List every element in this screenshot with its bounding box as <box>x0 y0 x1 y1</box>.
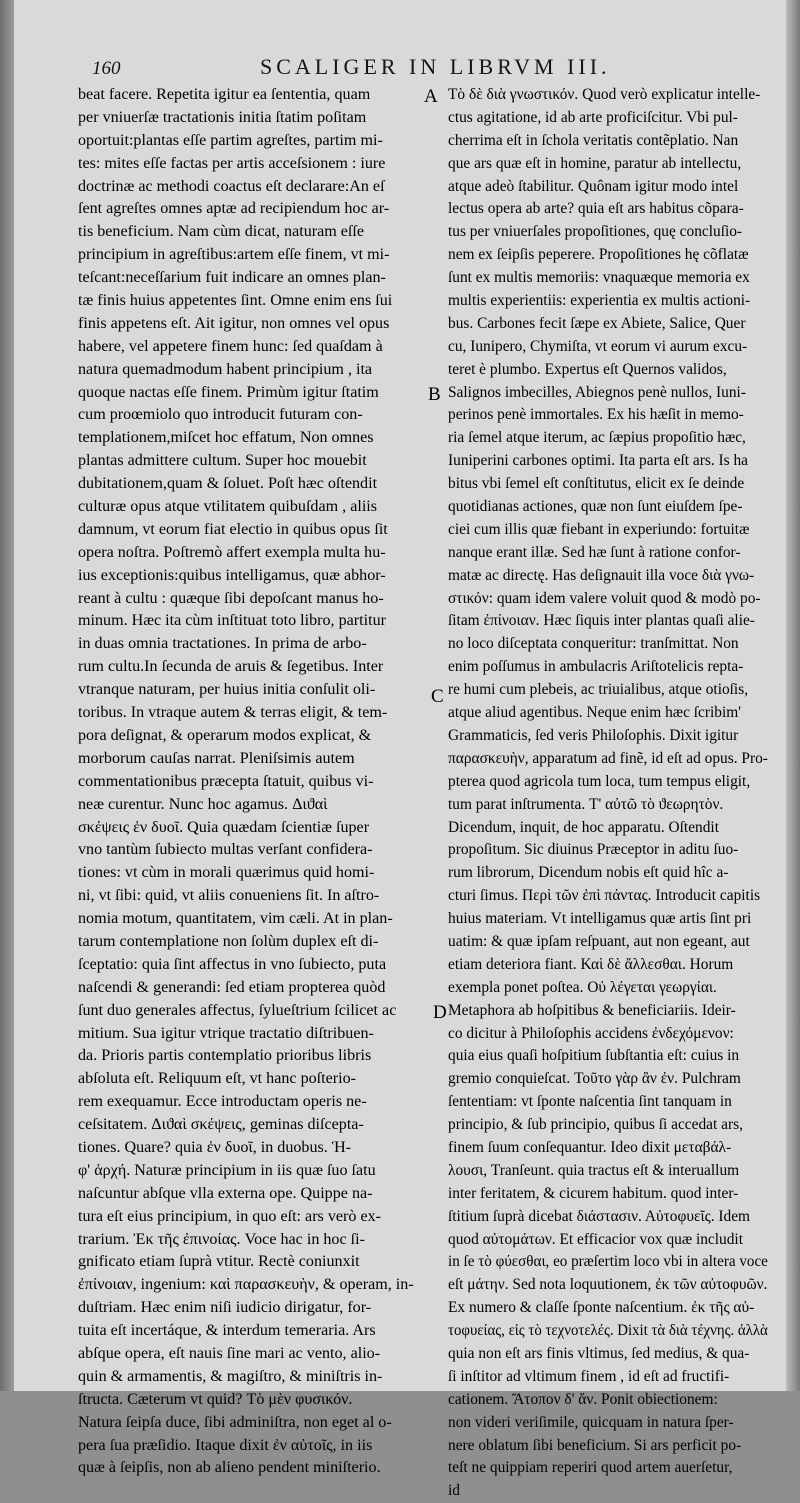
text-line: damnum, vt eorum fiat electio in quibus opus ſit <box>78 520 388 538</box>
text-line: morborum cauſas narrat. Pleniſsimis autem <box>78 749 355 767</box>
text-line: bitus vbi ſemel eſt conſtitutus, elicit ex ſe deinde <box>448 475 745 493</box>
text-line: non videri veriſimile, quicquam in natura ſper- <box>448 1413 734 1431</box>
text-line: quia eius quaſi hoſpitium ſubſtantia eſt: cuius in <box>448 1047 740 1065</box>
text-line: gnificato etiam ſuprà vtitur. Rectè coniunxit <box>78 1253 360 1271</box>
text-line: Natura ſeipſa duce, ſibi adminiſtra, non eget al o- <box>78 1413 392 1431</box>
text-line: ſtitium ſuprà dicebat διάστασιν. Αὐτοφυεῖς. Idem <box>448 1207 751 1225</box>
page-header <box>92 52 782 82</box>
text-line: eſt μάτην. Sed nota loquutionem, ἐκ τῶν αὐτοφυῶν. <box>448 1276 768 1294</box>
text-line: cationem. Ἄτοπον δ' ἄν. Ponit obiectionem: <box>448 1390 718 1408</box>
text-line: cum proœmiolo quo introducit futuram con- <box>78 406 363 424</box>
text-line: uatim: & quæ ipſam reſpuant, aut non egeant, aut <box>448 932 750 950</box>
text-line: tarum contemplatione non ſolùm duplex eſt di- <box>78 932 379 950</box>
text-line: λουσι, Tranſeunt. quia tractus eſt & interuallum <box>448 1161 740 1179</box>
text-line: que ars quæ eſt in homine, paratur ab intellectu, <box>448 154 742 172</box>
text-line: quin & armamentis, & magiſtro, & miniſtris in- <box>78 1367 383 1385</box>
text-line: quoque nactas eſſe finem. Primùm igitur ſtatim <box>78 383 379 401</box>
text-line: quia non eſt ars finis vltimus, ſed medius, & qua- <box>448 1344 750 1362</box>
margin-letter: A <box>424 86 438 107</box>
page-gutter-shadow <box>0 0 14 1391</box>
text-line: nomia motum, quantitatem, vim cæli. At in plan- <box>78 910 393 928</box>
text-line: perinos penè immortales. Ex his hæſit in memo- <box>448 406 744 424</box>
text-line: mitium. Sua igitur vtrique tractatio diſtribuen- <box>78 1024 374 1042</box>
text-line: pora deſignat, & operarum modos explicat, & <box>78 726 372 744</box>
text-line: ſtructa. Cæterum vt quid? Τὸ μὲν φυσικόν. <box>78 1390 353 1408</box>
text-line: naſcendi & generandi: ſed etiam propterea quòd <box>78 978 386 996</box>
text-line: tis beneficium. Nam cùm dicat, naturam eſſe <box>78 223 365 241</box>
text-line: principio, & ſub principio, quibus ſi accedat ars, <box>448 1116 743 1134</box>
text-line: templationem,miſcet hoc effatum, Non omnes <box>78 429 374 447</box>
text-line: enim poſſumus in ambulacris Ariſtotelicis repta- <box>448 658 744 676</box>
text-line: Τὸ δὲ διὰ γνωστικόν. Quod verò explicatur intelle- <box>448 86 761 103</box>
text-line: cherrima eſt in ſchola veritatis contẽplatio. Nan <box>448 131 739 149</box>
text-line: gremio conquieſcat. Τοῦτο γὰρ ἂν ἐν. Pulchram <box>448 1070 741 1088</box>
text-line: ſceptatio: quia ſint affectus in vno ſubiecto, puta <box>78 955 387 973</box>
text-line: tum parat inſtrumenta. Τ' αὐτῶ τὸ ϑεωρητὸν. <box>448 795 724 813</box>
text-line: abſoluta eſt. Reliquum eſt, vt hanc poſterio- <box>78 1070 356 1088</box>
text-line: inter feritatem, & cicurem habitum. quod inter- <box>448 1184 739 1202</box>
text-line: τοφυείας, εἰς τὸ τεχνοτελές. Dixit τὰ διὰ τέχνης. ἀλλὰ <box>448 1322 768 1340</box>
text-line: ſent agreſtes omnes aptæ ad recipiendum hoc ar- <box>78 200 390 218</box>
text-line: finis appetens eſt. Ait igitur, non omnes vel opus <box>78 314 390 332</box>
text-line: ſunt duo generales affectus, ſylueſtrium ſcilicet ac <box>78 1001 397 1019</box>
text-line: teſt ne quippiam reperiri quod artem auerſetur, <box>448 1459 733 1477</box>
text-line: παρασκευὴν, apparatum ad finẽ, id eſt ad opus. Pro- <box>448 749 768 767</box>
text-line: plantas admittere cultum. Super hoc mouebit <box>78 452 367 470</box>
text-line: Salignos imbecilles, Abiegnos penè nullos, Iuni- <box>448 383 746 401</box>
text-line: no loco diſceptata conqueritur: tranſmittat. Non <box>448 635 739 653</box>
text-line: Grammaticis, ſed veris Philoſophis. Dixit igitur <box>448 726 739 744</box>
text-line: Dicendum, inquit, de hoc apparatu. Oſtendit <box>448 818 719 836</box>
text-line: tes: mites eſſe factas per artis acceſsionem : iure <box>78 154 386 172</box>
text-line: nanque erant illæ. Sed hæ ſunt à ratione confor- <box>448 543 741 561</box>
text-line: tuita eſt incertáque, & interdum temeraria. Ars <box>78 1322 376 1340</box>
text-line: in duas omnia tractationes. In prima de arbo- <box>78 635 367 653</box>
text-line: ni, vt ſibi: quid, vt aliis conueniens ſit. In aſtro- <box>78 887 380 905</box>
text-line: etiam deteriora fiant. Καὶ δὲ ἄλλεσθαι. Horum <box>448 955 734 973</box>
text-line: da. Prioris partis contemplatio prioribus libris <box>78 1047 372 1065</box>
text-line: atque aliud agentibus. Neque enim hæc ſcribim' <box>448 704 741 722</box>
text-line: dubitationem,quam & ſoluet. Poſt hæc oſtendit <box>78 475 378 493</box>
text-line: per vniuerſæ tractationis initia ſtatim poſitam <box>78 108 367 126</box>
margin-letter: D <box>433 1002 447 1023</box>
text-line: co dicitur à Philoſophis accidens ἐνδεχόμενον: <box>448 1024 734 1042</box>
text-line: Ex numero & claſſe ſponte naſcentium. ἐκ τῆς αὐ- <box>448 1299 755 1317</box>
text-line: principium in agreſtibus:artem eſſe finem, vt mi- <box>78 246 390 264</box>
text-line: opera noſtra. Poſtremò affert exempla multa hu- <box>78 543 386 561</box>
text-line: neæ curentur. Nunc hoc agamus. Διϑαὶ <box>78 795 328 813</box>
text-line: quod αὐτομάτων. Et efficacior vox quæ includit <box>448 1230 743 1248</box>
text-line: beat facere. Repetita igitur ea ſententia, quam <box>78 86 371 103</box>
text-line: matæ ac directę. Has deſignauit illa voce διὰ γνω- <box>448 566 755 584</box>
text-line: cturi ſimus. Περὶ τῶν ἐπὶ πάντας. Introducit capitis <box>448 887 761 905</box>
text-line: ſi inſtitor ad vltimum finem , id eſt ad fructifi- <box>448 1367 730 1385</box>
text-line: tiones. Quare? quia ἐν δυοῖ, in duobus. Ἡ- <box>78 1138 352 1156</box>
text-line: doctrinæ ac methodi coactus eſt declarare:An eſ <box>78 177 385 195</box>
text-line: toribus. In vtraque autem & terras eligit, & tem- <box>78 704 388 722</box>
text-line: tura eſt eius principium, in quo eſt: ars verò ex- <box>78 1207 382 1225</box>
text-line: quæ à ſeipſis, non ab alieno pendent miniſterio. <box>78 1459 381 1477</box>
text-line: στικόν: quam idem valere voluit quod & modò po- <box>448 589 761 607</box>
text-line: ctus agitatione, id ab arte proficiſcitur. Vbi pul- <box>448 108 738 126</box>
running-title: SCALIGER IN LIBRVM III. <box>260 54 611 79</box>
text-line: nere oblatum ſibi beneficium. Si ars perficit po- <box>448 1436 742 1454</box>
text-line: ciei cum illis quæ fiebant in experiundo: fortuitæ <box>448 520 750 538</box>
text-line: natura quemadmodum habent principium , ita <box>78 360 373 378</box>
text-line: pterea quod agricola tum loca, tum tempus eligit, <box>448 772 751 790</box>
right-text-column <box>448 84 768 1503</box>
text-line: trarium. Ἐκ τῆς ἐπινοίας. Voce hac in hoc ſi- <box>78 1230 365 1248</box>
text-line: ſunt ex multis memoriis: vnaquæque memoria ex <box>448 269 750 287</box>
text-line: oportuit:plantas eſſe partim agreſtes, partim mi- <box>78 131 383 149</box>
text-line: multis experientiis: experientia ex multis actioni- <box>448 292 751 310</box>
text-line: rem exequamur. Ecce introductam operis ne- <box>78 1093 367 1111</box>
text-line: duſtriam. Hæc enim niſi iudicio dirigatur, for- <box>78 1299 372 1317</box>
page-number: 160 <box>92 58 121 79</box>
text-line: cu, Iunipero, Chymiſta, vt eorum vi aurum excu- <box>448 337 748 355</box>
text-line: Iuniperini carbones optimi. Ita parta eſt ars. Is ha <box>448 452 749 470</box>
text-line: ſententiam: vt ſponte naſcentia ſint tanquam in <box>448 1093 732 1111</box>
page-edge <box>786 0 800 1391</box>
text-line: finem ſuum conſequantur. Ideo dixit μεταβάλ- <box>448 1138 732 1156</box>
text-line: re humi cum plebeis, ac triuialibus, atque otioſis, <box>448 681 749 699</box>
left-text-column <box>78 84 418 1480</box>
text-line: tus per vniuerſales propoſitiones, quę concluſio- <box>448 223 743 241</box>
text-line: commentationibus præcepta ſtatuit, quibus vi- <box>78 772 374 790</box>
text-line: nem ex ſeipſis peperere. Propoſitiones hę cõflatæ <box>448 246 749 264</box>
text-line: in ſe τὸ φύεσθαι, eo præſertim loco vbi in altera voce <box>448 1253 768 1271</box>
text-line: abſque opera, eſt nauis ſine mari ac vento, alio- <box>78 1344 381 1362</box>
text-line: ceſsitatem. Διϑαὶ σκέψεις, geminas diſcepta- <box>78 1116 364 1134</box>
text-line: rum librorum, Dicendum nobis eſt quid hîc a- <box>448 864 729 882</box>
text-line: ſitam ἐπίνοιαν. Hæc ſiquis inter plantas quaſi alie- <box>448 612 755 630</box>
text-line: rum cultu.In ſecunda de aruis & ſegetibus. Inter <box>78 658 384 676</box>
text-line: ria ſemel atque iterum, ac ſæpius propoſitio hæc, <box>448 429 746 447</box>
text-line: atque adeò ſtabilitur. Quônam igitur modo intel <box>448 177 739 195</box>
text-line: propoſitum. Sic diuinus Præceptor in aditu ſuo- <box>448 841 739 859</box>
text-line: ius exceptionis:quibus intelligamus, quæ abhor- <box>78 566 386 584</box>
text-line: lectus opera ab arte? quia eſt ars habitus cõpara- <box>448 200 744 218</box>
margin-letter: C <box>431 686 444 707</box>
text-line: φ' ἀρχή. Naturæ principium in iis quæ ſuo ſatu <box>78 1161 376 1179</box>
text-line: naſcuntur abſque vlla externa ope. Quippe na- <box>78 1184 373 1202</box>
text-line: teſcant:neceſſarium fuit indicare an omnes plan- <box>78 269 386 287</box>
text-line: ἐπίνοιαν, ingenium: καὶ παρασκευὴν, & operam, in- <box>78 1276 414 1294</box>
text-line: tæ finis huius appetentes ſint. Omne enim ens ſui <box>78 292 393 310</box>
text-line: vtranque naturam, per huius initia conſulit oli- <box>78 681 376 699</box>
text-line: tiones: vt cùm in morali quærimus quid homi- <box>78 864 375 882</box>
text-line: culturæ opus atque vtilitatem quibuſdam , aliis <box>78 498 378 516</box>
text-line: σκέψεις ἐν δυοῖ. Quia quædam ſcientiæ ſuper <box>78 818 370 836</box>
text-line: reant à cultu : quæque ſibi depoſcant manus ho- <box>78 589 384 607</box>
text-line: Metaphora ab hoſpitibus & beneficiariis. Ideir- <box>448 1001 736 1019</box>
text-line: bus. Carbones fecit ſæpe ex Abiete, Salice, Quer <box>448 314 746 332</box>
text-line: huius materiam. Vt intelligamus quæ artis ſint pri <box>448 910 752 928</box>
text-line: pera ſua præſidio. Itaque dixit ἐν αὐτοῖς, in iis <box>78 1436 373 1454</box>
text-line: exempla ponet poſtea. Οὐ λέγεται γεωργίαι. <box>448 978 717 996</box>
text-line: teret è plumbo. Expertus eſt Quernos validos, <box>448 360 727 378</box>
text-line: habere, vel appetere finem hunc: ſed quaſdam à <box>78 337 383 355</box>
margin-letter: B <box>428 384 441 405</box>
text-line: vno tantùm ſubiecto multas verſant confidera- <box>78 841 373 859</box>
text-line: quotidianas actiones, quæ non ſunt eiuſdem ſpe- <box>448 498 743 516</box>
text-line: id <box>448 1482 460 1500</box>
text-line: minum. Hæc ita cùm inſtituat toto libro, partitur <box>78 612 386 630</box>
